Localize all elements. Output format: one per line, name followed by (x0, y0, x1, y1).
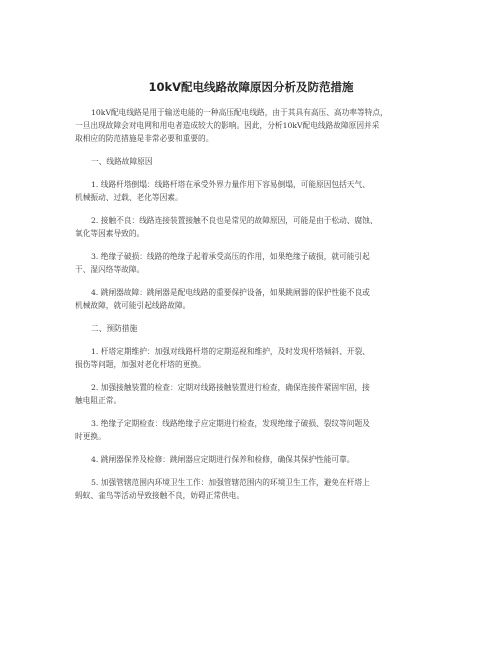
measure-item-5-line-1: 5. 加强管辖范围内环境卫生工作：加强管辖范围内的环境卫生工作，避免在杆塔上 (91, 478, 370, 487)
cause-item-4-line-1: 4. 跳闸器故障：跳闸器是配电线路的重要保护设备，如果跳闸器的保护性能不良或 (91, 288, 370, 297)
measure-item-3-line-1: 3. 绝缘子定期检查：线路绝缘子应定期进行检查，发现绝缘子破损、裂纹等问题及 (91, 419, 370, 428)
cause-item-2-line-2: 氧化等因素导致的。 (75, 229, 145, 238)
cause-item-4-line-2: 机械故障，就可能引起线路故障。 (75, 301, 191, 310)
cause-item-2-line-1: 2. 接触不良：线路连接装置接触不良也是常见的故障原因，可能是由于松动、腐蚀、 (91, 216, 378, 225)
measure-item-2-line-1: 2. 加强接触装置的检查：定期对线路接触装置进行检查，确保连接件紧固牢固，接 (91, 383, 370, 392)
measure-item-2-line-2: 触电阻正常。 (75, 396, 122, 405)
section-heading-prevention: 二、预防措施 (91, 324, 138, 333)
intro-line-1: 10kV配电线路是用于输送电能的一种高压配电线路，由于其具有高压、高功率等特点， (91, 108, 388, 117)
measure-item-5-line-2: 蚂蚁、雀鸟等活动导致接触不良，妨碍正常供电。 (75, 491, 245, 500)
measure-item-3-line-2: 时更换。 (75, 432, 106, 441)
cause-item-1-line-2: 机械振动、过载、老化等因素。 (75, 193, 183, 202)
cause-item-3-line-2: 干、湿闪络等故障。 (75, 265, 145, 274)
measure-item-1-line-1: 1. 杆塔定期维护：加强对线路杆塔的定期巡视和维护，及时发现杆塔倾斜、开裂、 (91, 347, 370, 356)
cause-item-3-line-1: 3. 绝缘子破损：线路的绝缘子起着承受高压的作用，如果绝缘子破损，就可能引起 (91, 252, 370, 261)
section-heading-causes: 一、线路故障原因 (91, 157, 153, 166)
intro-line-2: 一旦出现故障会对电网和用电者造成较大的影响。因此，分析10kV配电线路故障原因并采 (75, 121, 380, 130)
intro-line-3: 取相应的防范措施是非常必要和重要的。 (75, 134, 214, 143)
cause-item-1-line-1: 1. 线路杆塔倒塌：线路杆塔在承受外界力量作用下容易倒塌，可能原因包括天气、 (91, 180, 370, 189)
measure-item-4-line-1: 4. 跳闸器保养及检修：跳闸器应定期进行保养和检修，确保其保护性能可靠。 (91, 455, 355, 464)
document-title: 10kV配电线路故障原因分析及防范措施 (148, 80, 354, 94)
measure-item-1-line-2: 损伤等问题，加强对老化杆塔的更换。 (75, 360, 206, 369)
